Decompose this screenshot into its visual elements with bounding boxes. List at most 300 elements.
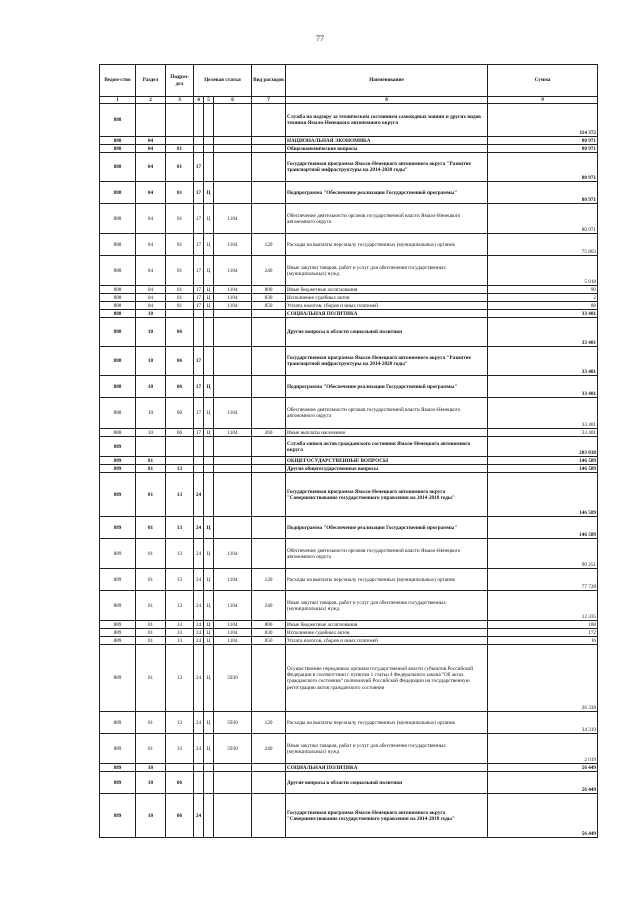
target-item-code: 1104 [214,429,252,437]
target-program-code: 17 [194,286,204,294]
item-sum: 77 728 [488,569,598,591]
target-subprogram-code: Ц [204,591,214,621]
expense-type-code: 850 [252,302,286,310]
dept-code: 888 [100,256,136,286]
expense-type-code [252,310,286,318]
expense-type-code [252,182,286,204]
subsection-code [166,310,194,318]
target-subprogram-code: Ц [204,734,214,764]
section-code: 01 [136,569,166,591]
target-subprogram-code: Ц [204,621,214,629]
column-number-row [100,97,598,104]
dept-code: 888 [100,376,136,398]
item-name: Обеспечение деятельности органов государственной власти Ямало-Ненецкого автономного округа [286,539,488,569]
header-target: Целевая статья [194,65,252,97]
dept-code: 889 [100,539,136,569]
target-subprogram-code [204,473,214,517]
expense-type-code: 240 [252,256,286,286]
target-item-code: 1104 [214,569,252,591]
dept-code: 888 [100,182,136,204]
subsection-code: 01 [166,204,194,234]
item-name: Другие вопросы в области социальной политики [286,318,488,347]
table-row [100,310,598,318]
section-code: 01 [136,517,166,539]
target-program-code: 24 [194,517,204,539]
subsection-code: 13 [166,569,194,591]
item-name: Иные закупки товаров, работ и услуг для обеспечения государственных (муниципальных) нужд [286,591,488,621]
dept-code: 889 [100,734,136,764]
item-name: СОЦИАЛЬНАЯ ПОЛИТИКА [286,764,488,772]
target-program-code: 17 [194,234,204,256]
header-exp-type: Вид расходов [252,65,286,97]
item-name: Другие вопросы в области социальной политики [286,772,488,794]
target-subprogram-code [204,137,214,145]
target-item-code [214,794,252,838]
target-item-code [214,473,252,517]
subsection-code: 06 [166,794,194,838]
expense-type-code [252,376,286,398]
section-code: 04 [136,302,166,310]
section-code: 01 [136,621,166,629]
subsection-code: 01 [166,286,194,294]
section-code: 10 [136,310,166,318]
item-sum: 33 401 [488,347,598,376]
target-subprogram-code [204,794,214,838]
item-name: Иные закупки товаров, работ и услуг для обеспечения государственных (муниципальных) нужд [286,256,488,286]
target-item-code [214,145,252,153]
subsection-code [166,457,194,465]
expense-type-code: 830 [252,629,286,637]
section-code: 04 [136,182,166,204]
expense-type-code [252,204,286,234]
item-name: Государственная программа Ямало-Ненецкого автономного округа "Совершенствование государственного управления на 2014-2018 годы" [286,473,488,517]
table-row [100,591,598,621]
target-item-code [214,137,252,145]
section-code: 01 [136,473,166,517]
column-number: 9 [488,97,598,104]
table-row [100,621,598,629]
expense-type-code: 800 [252,286,286,294]
target-item-code: 1104 [214,302,252,310]
target-program-code [194,145,204,153]
subsection-code: 13 [166,712,194,734]
target-subprogram-code [204,104,214,137]
column-number: 1 [100,97,136,104]
subsection-code: 13 [166,734,194,764]
target-item-code: 1104 [214,204,252,234]
target-item-code: 5930 [214,712,252,734]
header-name: Наименование [286,65,488,97]
subsection-code: 06 [166,429,194,437]
target-program-code [194,764,204,772]
expense-type-code [252,104,286,137]
target-item-code [214,465,252,473]
item-sum: 90 251 [488,539,598,569]
section-code: 01 [136,539,166,569]
section-code: 01 [136,637,166,645]
item-sum: 56 449 [488,794,598,838]
target-item-code: 1104 [214,256,252,286]
section-code: 10 [136,376,166,398]
subsection-code: 06 [166,376,194,398]
target-item-code [214,517,252,539]
target-subprogram-code: Ц [204,429,214,437]
item-sum: 80 971 [488,153,598,182]
section-code: 10 [136,429,166,437]
target-subprogram-code: Ц [204,286,214,294]
item-name: Обеспечение деятельности органов государственной власти Ямало-Ненецкого автономного округа [286,204,488,234]
subsection-code: 01 [166,256,194,286]
target-program-code: 17 [194,256,204,286]
column-number: 5 [204,97,214,104]
item-name: ОБЩЕГОСУДАРСТВЕННЫЕ ВОПРОСЫ [286,457,488,465]
item-name: Иные бюджетные ассигнования [286,621,488,629]
table-row [100,153,598,182]
subsection-code: 01 [166,294,194,302]
header-section: Раздел [136,65,166,97]
dept-code: 889 [100,591,136,621]
section-code: 04 [136,137,166,145]
item-name: Служба записи актов гражданского состояния Ямало-Ненецкого автономного округа [286,437,488,457]
table-row [100,145,598,153]
section-code: 01 [136,457,166,465]
target-item-code: 1104 [214,286,252,294]
table-row [100,137,598,145]
dept-code: 888 [100,234,136,256]
dept-code: 889 [100,772,136,794]
subsection-code: 01 [166,182,194,204]
item-name: Другие общегосударственные вопросы [286,465,488,473]
target-subprogram-code [204,153,214,182]
target-subprogram-code: Ц [204,629,214,637]
target-program-code: 17 [194,204,204,234]
expense-type-code: 240 [252,734,286,764]
target-item-code [214,310,252,318]
table-row [100,318,598,347]
target-item-code: 1104 [214,234,252,256]
dept-code: 888 [100,294,136,302]
item-name: Государственная программа Ямало-Ненецкого автономного округа "Развитие транспортной инфраструктуры на 2014-2020 годы" [286,153,488,182]
target-program-code: 24 [194,539,204,569]
column-number: 3 [166,97,194,104]
target-program-code: 24 [194,591,204,621]
dept-code: 888 [100,286,136,294]
item-name: СОЦИАЛЬНАЯ ПОЛИТИКА [286,310,488,318]
dept-code: 888 [100,398,136,429]
target-subprogram-code: Ц [204,182,214,204]
target-subprogram-code [204,318,214,347]
subsection-code: 01 [166,302,194,310]
item-name: Государственная программа Ямало-Ненецкого автономного округа "Развитие транспортной инфраструктуры на 2014-2020 годы" [286,347,488,376]
item-name: Служба по надзору за техническим состоянием самоходных машин и других видов техники Ямало-Ненецкого автономного округа [286,104,488,137]
item-sum: 203 038 [488,437,598,457]
expense-type-code: 120 [252,569,286,591]
target-item-code: 1104 [214,539,252,569]
target-program-code: 24 [194,712,204,734]
subsection-code [166,104,194,137]
item-sum: 2 [488,294,598,302]
item-sum: 114 372 [488,104,598,137]
table-row [100,473,598,517]
subsection-code [166,437,194,457]
dept-code: 889 [100,621,136,629]
expense-type-code [252,794,286,838]
column-number: 7 [252,97,286,104]
dept-code: 889 [100,637,136,645]
table-row [100,302,598,310]
target-program-code: 17 [194,153,204,182]
subsection-code: 13 [166,539,194,569]
item-sum: 188 [488,621,598,629]
target-item-code [214,318,252,347]
section-code: 10 [136,318,166,347]
target-program-code [194,465,204,473]
expense-type-code [252,318,286,347]
subsection-code [166,137,194,145]
table-row [100,286,598,294]
section-code: 01 [136,465,166,473]
subsection-code [166,764,194,772]
table-body [100,104,598,838]
table-row [100,294,598,302]
item-sum: 36 338 [488,645,598,712]
expense-type-code [252,347,286,376]
dept-code: 889 [100,473,136,517]
item-sum: 146 589 [488,465,598,473]
dept-code: 888 [100,145,136,153]
target-subprogram-code: Ц [204,517,214,539]
target-item-code [214,104,252,137]
target-program-code [194,310,204,318]
target-item-code: 1104 [214,591,252,621]
section-code [136,437,166,457]
dept-code: 888 [100,318,136,347]
table-row [100,182,598,204]
table-row [100,347,598,376]
section-code: 10 [136,764,166,772]
target-subprogram-code: Ц [204,204,214,234]
dept-code: 889 [100,465,136,473]
item-name: Подпрограмма "Обеспечение реализации Государственной программы" [286,376,488,398]
target-program-code: 17 [194,398,204,429]
table-row [100,637,598,645]
target-program-code [194,104,204,137]
table-row [100,437,598,457]
header-sum: Сумма [488,65,598,97]
dept-code: 888 [100,310,136,318]
target-program-code: 24 [194,734,204,764]
target-subprogram-code [204,437,214,457]
target-subprogram-code: Ц [204,294,214,302]
target-subprogram-code: Ц [204,398,214,429]
section-code: 01 [136,734,166,764]
subsection-code: 13 [166,621,194,629]
item-sum: 80 971 [488,137,598,145]
expense-type-code [252,772,286,794]
item-name: Исполнение судебных актов [286,294,488,302]
item-name: Уплата налогов, сборов и иных платежей [286,302,488,310]
target-program-code [194,437,204,457]
table-row [100,465,598,473]
item-name: Расходы на выплаты персоналу государственных (муниципальных) органов [286,234,488,256]
item-sum: 146 589 [488,457,598,465]
item-sum: 33 401 [488,310,598,318]
section-code: 04 [136,234,166,256]
target-item-code [214,153,252,182]
subsection-code: 01 [166,153,194,182]
target-item-code: 5930 [214,734,252,764]
table-row [100,204,598,234]
item-name: Иные бюджетные ассигнования [286,286,488,294]
target-program-code: 24 [194,473,204,517]
section-code: 04 [136,204,166,234]
target-program-code [194,457,204,465]
dept-code: 889 [100,517,136,539]
item-sum: 80 971 [488,182,598,204]
item-sum: 33 401 [488,318,598,347]
target-program-code: 24 [194,637,204,645]
section-code: 10 [136,794,166,838]
page-number: 77 [316,34,324,43]
target-subprogram-code: Ц [204,234,214,256]
target-program-code: 17 [194,429,204,437]
subsection-code: 13 [166,591,194,621]
target-subprogram-code: Ц [204,712,214,734]
target-program-code: 17 [194,347,204,376]
item-name: Обеспечение деятельности органов государственной власти Ямало-Ненецкого автономного округа [286,398,488,429]
table-row [100,645,598,712]
dept-code: 888 [100,347,136,376]
item-sum: 56 449 [488,772,598,794]
item-sum: 146 589 [488,473,598,517]
expense-type-code [252,145,286,153]
item-sum: 90 [488,286,598,294]
target-item-code: 1104 [214,621,252,629]
item-name: Расходы на выплаты персоналу государственных (муниципальных) органов [286,569,488,591]
item-name: Иные закупки товаров, работ и услуг для обеспечения государственных (муниципальных) нужд [286,734,488,764]
subsection-code: 13 [166,645,194,712]
item-name: НАЦИОНАЛЬНАЯ ЭКОНОМИКА [286,137,488,145]
section-code: 04 [136,256,166,286]
table-row [100,794,598,838]
expense-type-code [252,153,286,182]
target-item-code [214,772,252,794]
section-code: 04 [136,294,166,302]
item-sum: 33 401 [488,398,598,429]
dept-code: 888 [100,204,136,234]
target-item-code: 1104 [214,637,252,645]
expense-type-code [252,437,286,457]
table-row [100,712,598,734]
expense-type-code: 120 [252,234,286,256]
section-code: 04 [136,145,166,153]
item-sum: 80 971 [488,204,598,234]
item-name: Подпрограмма "Обеспечение реализации Государственной программы" [286,517,488,539]
expense-type-code [252,457,286,465]
dept-code: 889 [100,645,136,712]
column-number: 2 [136,97,166,104]
section-code: 10 [136,772,166,794]
section-code: 04 [136,286,166,294]
expense-type-code [252,764,286,772]
table-row [100,764,598,772]
expense-type-code: 120 [252,712,286,734]
dept-code: 889 [100,764,136,772]
item-name: Общеэкономические вопросы [286,145,488,153]
item-sum: 88 [488,302,598,310]
expense-type-code [252,398,286,429]
table-row [100,457,598,465]
target-subprogram-code: Ц [204,569,214,591]
expense-type-code [252,137,286,145]
target-program-code: 24 [194,569,204,591]
table-row [100,772,598,794]
subsection-code: 13 [166,473,194,517]
item-sum: 34 319 [488,712,598,734]
expense-type-code [252,473,286,517]
target-program-code [194,772,204,794]
budget-table [99,64,598,838]
section-code [136,104,166,137]
section-code: 01 [136,712,166,734]
table-row [100,256,598,286]
target-program-code [194,137,204,145]
section-code: 01 [136,629,166,637]
target-program-code: 17 [194,294,204,302]
subsection-code: 01 [166,234,194,256]
target-program-code: 24 [194,794,204,838]
item-sum: 5 018 [488,256,598,286]
target-subprogram-code [204,457,214,465]
item-name: Осуществление переданных органам государственной власти субъектов Российской Федерации в соответствии с пунктом 1 статьи 4 Федерального закона "Об актах гражданского состояния" полномочий Российской Федерации на государственную регистрацию актов гражданского состояния [286,645,488,712]
target-subprogram-code: Ц [204,376,214,398]
subsection-code: 13 [166,517,194,539]
dept-code: 889 [100,569,136,591]
target-item-code [214,376,252,398]
subsection-code: 06 [166,772,194,794]
expense-type-code [252,539,286,569]
table-row [100,234,598,256]
dept-code: 888 [100,153,136,182]
target-subprogram-code: Ц [204,645,214,712]
subsection-code: 13 [166,629,194,637]
item-name: Подпрограмма "Обеспечение реализации Государственной программы" [286,182,488,204]
table-row [100,517,598,539]
target-program-code: 24 [194,629,204,637]
column-number: 8 [286,97,488,104]
dept-code: 889 [100,794,136,838]
target-item-code [214,457,252,465]
item-name: Уплата налогов, сборов и иных платежей [286,637,488,645]
expense-type-code: 240 [252,591,286,621]
dept-code: 889 [100,629,136,637]
target-item-code [214,764,252,772]
target-subprogram-code [204,465,214,473]
item-sum: 172 [488,629,598,637]
item-sum: 80 971 [488,145,598,153]
target-subprogram-code [204,764,214,772]
table-row [100,539,598,569]
expense-type-code [252,465,286,473]
target-program-code: 24 [194,621,204,629]
section-code: 10 [136,347,166,376]
target-program-code: 17 [194,376,204,398]
item-sum: 33 401 [488,429,598,437]
table-row [100,629,598,637]
item-name: Государственная программа Ямало-Ненецкого автономного округа "Совершенствование государственного управления на 2014-2018 годы" [286,794,488,838]
item-name: Иные выплаты населению [286,429,488,437]
item-sum: 56 449 [488,764,598,772]
